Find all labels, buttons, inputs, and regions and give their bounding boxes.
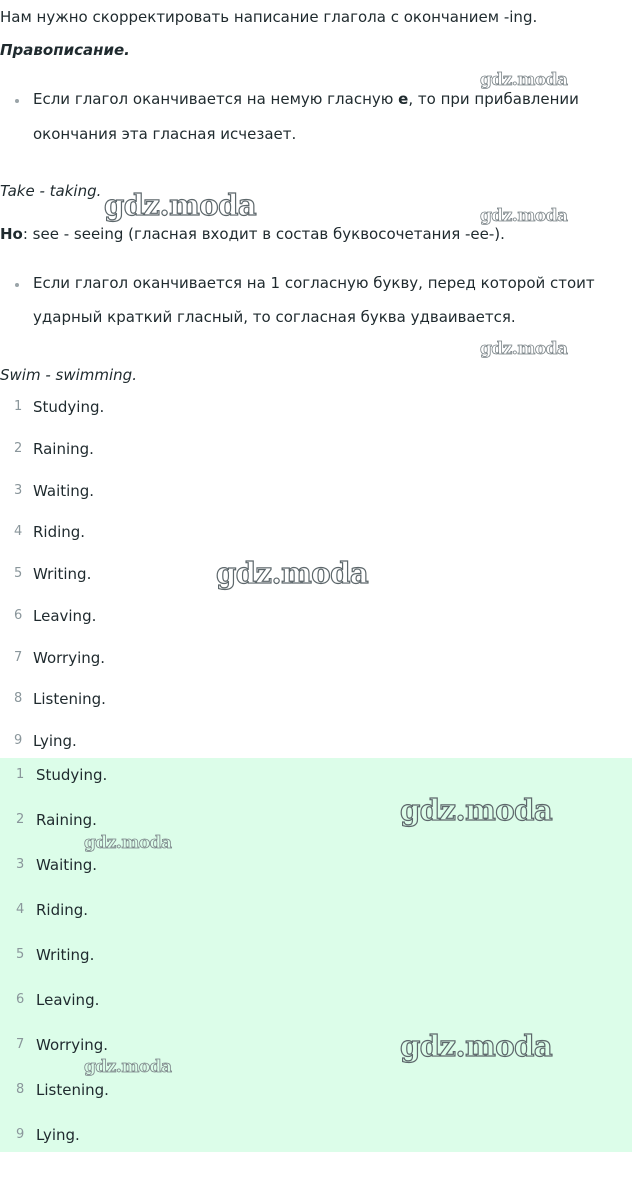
watermark: gdz.moda bbox=[480, 339, 568, 359]
watermark: gdz.moda bbox=[480, 206, 568, 226]
rule-1-line-1: Если глагол оканчивается на немую гласную e, то при прибавлении bbox=[33, 90, 579, 108]
bullet-dot-icon bbox=[15, 283, 19, 287]
watermark: gdz.moda bbox=[84, 833, 172, 853]
rule-2-line-1: Если глагол оканчивается на 1 согласную букву, перед которой стоит bbox=[33, 274, 595, 292]
watermark: gdz.moda bbox=[84, 1057, 172, 1077]
rule-1-line-2: окончания эта гласная исчезает. bbox=[33, 125, 297, 143]
intro-text: Нам нужно скорректировать написание глагола с окончанием -ing. bbox=[0, 8, 538, 26]
exception-note: Но: see - seeing (гласная входит в состав буквосочетания -ee-). bbox=[0, 225, 505, 243]
watermark: gdz.moda bbox=[104, 188, 257, 222]
example-2: Swim - swimming. bbox=[0, 366, 137, 384]
spelling-heading: Правописание. bbox=[0, 41, 130, 59]
bullet-dot-icon bbox=[15, 99, 19, 103]
watermark: gdz.moda bbox=[480, 70, 568, 90]
rule-2-line-2: ударный краткий гласный, то согласная буква удваивается. bbox=[33, 308, 516, 326]
answer-panel: 1 Studying. 2 Raining. 3 Waiting. 4 Riding. 5 Writing. 6 Leaving. 7 Worrying. 8 Listening. 9 Lying. bbox=[0, 758, 632, 1152]
example-1: Take - taking. bbox=[0, 182, 102, 200]
watermark: gdz.moda bbox=[400, 1029, 553, 1063]
watermark: gdz.moda bbox=[216, 556, 369, 590]
watermark: gdz.moda bbox=[400, 793, 553, 827]
